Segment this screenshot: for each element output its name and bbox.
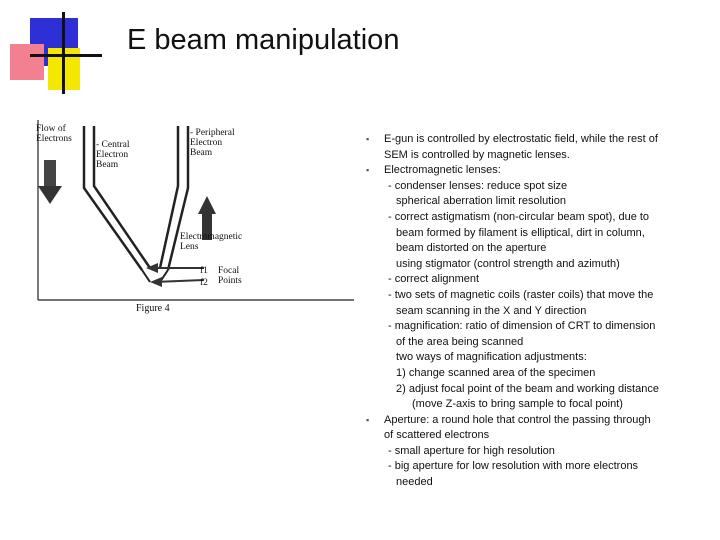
figure-caption: Figure 4 [136, 303, 170, 314]
text-line: E-gun is controlled by electrostatic field, while the rest of [384, 133, 658, 145]
text-line: 2) adjust focal point of the beam and working distance [396, 382, 659, 395]
bullet-aperture [366, 413, 706, 491]
logo-red-square [10, 44, 44, 80]
lens-arrow-head [198, 196, 216, 214]
flow-arrow-head [38, 186, 62, 204]
bullet-marker: ▪ [366, 165, 370, 176]
label-peripheral-beam: - Peripheral Electron Beam [190, 128, 235, 158]
bullet-list [366, 132, 706, 491]
text-line: spherical aberration limit resolution [396, 195, 566, 208]
label-focal-points: Focal Points [218, 266, 242, 286]
page-title: E beam manipulation [127, 24, 400, 56]
flow-arrow-shaft [44, 160, 56, 188]
text-line: needed [396, 476, 433, 489]
text-line: Electromagnetic lenses: [384, 164, 501, 177]
text-line: - correct astigmatism (non-circular beam spot), due to [388, 210, 650, 223]
text-line: two ways of magnification adjustments: [396, 351, 587, 364]
text-line: - magnification: ratio of dimension of CRT to dimension [388, 320, 656, 333]
text-line: SEM is controlled by magnetic lenses. [384, 148, 570, 161]
label-f1: f1 [200, 266, 208, 276]
text-line: 1) change scanned area of the specimen [396, 366, 596, 379]
bullet-egun [366, 132, 706, 163]
bullet-electromagnetic-lenses [366, 163, 706, 413]
text-line: (move Z-axis to bring sample to focal point) [412, 398, 623, 411]
text-line: using stigmator (control strength and azimuth) [396, 257, 620, 270]
text-line: of the area being scanned [396, 335, 524, 348]
text-line: of scattered electrons [384, 429, 490, 442]
text-line: - condenser lenses: reduce spot size [388, 179, 568, 192]
label-flow-of-electrons: Flow of Electrons [36, 124, 72, 144]
label-f2: f2 [200, 278, 208, 288]
beam-bottom-left [142, 270, 150, 282]
text-line: - two sets of magnetic coils (raster coils) that move the [388, 288, 654, 301]
text-line: - big aperture for low resolution with more electrons [388, 460, 639, 473]
label-electromagnetic-lens: Electromagnetic Lens [180, 232, 243, 252]
logo-vertical-line [62, 12, 65, 94]
label-central-beam: - Central Electron Beam [96, 140, 130, 170]
text-line: beam distorted on the aperture [396, 242, 547, 255]
text-line: - correct alignment [388, 273, 480, 286]
column-inner-right [160, 126, 178, 268]
decorative-logo [0, 0, 110, 100]
bullet-marker: ▪ [366, 414, 370, 425]
text-line: beam formed by filament is elliptical, dirt in column, [396, 226, 645, 239]
bullet-marker: ▪ [366, 134, 370, 144]
text-line: - small aperture for high resolution [388, 444, 555, 457]
logo-horizontal-line [30, 54, 102, 57]
text-line: seam scanning in the X and Y direction [396, 304, 587, 317]
beam-figure [34, 118, 374, 318]
text-line: Aperture: a round hole that control the passing through [384, 413, 651, 426]
f2-arrow-head [150, 277, 162, 287]
